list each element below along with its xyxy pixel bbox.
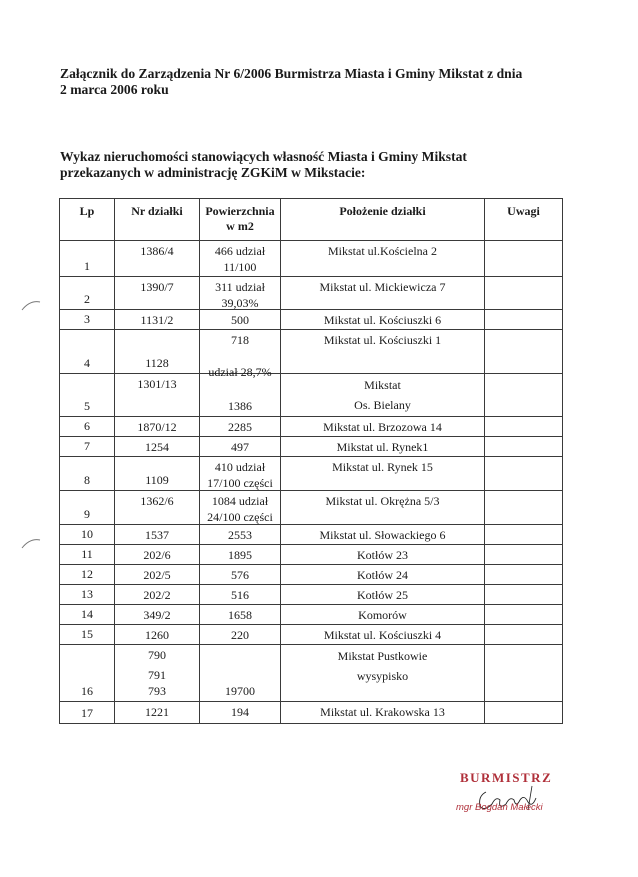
header-powierzchnia xyxy=(200,199,281,241)
pow-line: 39,03% xyxy=(221,296,259,310)
cell-nr-wrap xyxy=(115,437,199,456)
cell-polozenie xyxy=(281,645,485,702)
cell-nr-dzialki xyxy=(115,457,200,491)
table-row xyxy=(60,417,563,437)
pow-value xyxy=(200,525,280,543)
cell-pw-wrap xyxy=(200,491,280,524)
cell-lp xyxy=(60,241,115,277)
cell-lp-wrap xyxy=(60,545,114,564)
cell-polozenie xyxy=(281,330,485,374)
cell-polozenie xyxy=(281,437,485,457)
pow-line: 516 xyxy=(231,588,249,602)
cell-powierzchnia xyxy=(200,374,281,417)
list-heading-line: przekazanych w administrację ZGKiM w Mikstacie: xyxy=(60,165,366,180)
cell-lp xyxy=(60,310,115,330)
nr-value: 349/2 xyxy=(143,608,171,622)
document-title xyxy=(60,66,580,98)
cell-powierzchnia xyxy=(200,277,281,310)
nr-value: 793 xyxy=(148,684,166,698)
location-line: Mikstat ul. Brzozowa 14 xyxy=(323,420,442,434)
cell-uwagi xyxy=(485,310,563,330)
pow-line: 718 xyxy=(231,333,249,347)
cell-powierzchnia xyxy=(200,330,281,379)
cell-lp-wrap xyxy=(60,277,114,309)
cell-lp xyxy=(60,525,115,545)
location-value xyxy=(281,645,484,686)
cell-uwagi xyxy=(485,491,563,525)
cell-nr-wrap xyxy=(115,417,199,436)
cell-lp-wrap xyxy=(60,585,114,604)
pow-value: 1386 xyxy=(228,399,252,413)
pow-value xyxy=(200,437,280,455)
cell-lp xyxy=(60,374,115,417)
cell-uwagi xyxy=(485,330,563,374)
cell-lp-wrap xyxy=(60,241,114,276)
cell-lp xyxy=(60,702,115,724)
cell-lp-wrap xyxy=(60,457,114,490)
nr-value: 1260 xyxy=(145,628,169,642)
cell-powierzchnia xyxy=(200,525,281,545)
cell-lp xyxy=(60,417,115,437)
nr-value: 202/2 xyxy=(143,588,171,602)
cell-polozenie xyxy=(281,625,485,645)
table-row xyxy=(60,330,563,374)
nr-value: 1131/2 xyxy=(140,313,174,327)
cell-nr-wrap xyxy=(115,565,199,584)
nr-value: 1221 xyxy=(145,705,169,719)
location-line: Komorów xyxy=(358,608,407,622)
cell-nr-wrap xyxy=(115,605,199,624)
lp-value: 7 xyxy=(84,439,90,453)
pow-line: 1084 udział xyxy=(211,494,269,508)
cell-powierzchnia xyxy=(200,625,281,645)
lp-value: 6 xyxy=(84,419,90,433)
location-value xyxy=(281,417,484,436)
cell-pw-wrap xyxy=(200,417,280,436)
cell-uwagi xyxy=(485,565,563,585)
location-value xyxy=(281,545,484,564)
cell-nr-dzialki xyxy=(115,525,200,545)
cell-lp xyxy=(60,277,115,310)
cell-lp xyxy=(60,330,115,374)
pow-value xyxy=(200,310,280,328)
pow-value xyxy=(200,565,280,583)
location-line: Mikstat ul. Słowackiego 6 xyxy=(319,528,446,542)
cell-nr-wrap xyxy=(115,277,199,309)
pow-line xyxy=(200,348,280,364)
cell-pw-wrap xyxy=(200,457,280,490)
table-row xyxy=(60,545,563,565)
cell-pw-wrap xyxy=(200,605,280,624)
cell-pw-wrap xyxy=(200,374,280,416)
location-value xyxy=(281,374,484,415)
nr-value: 1870/12 xyxy=(137,420,177,434)
cell-pw-wrap xyxy=(200,277,280,309)
pow-value xyxy=(200,585,280,603)
cell-pw-wrap xyxy=(200,437,280,456)
margin-arc-upper xyxy=(20,298,42,312)
cell-nr-wrap xyxy=(115,585,199,604)
margin-arc-lower xyxy=(20,536,42,550)
cell-nr-wrap xyxy=(115,625,199,644)
nr-value: 1386/4 xyxy=(140,244,174,258)
cell-polozenie xyxy=(281,525,485,545)
list-heading-line: Wykaz nieruchomości stanowiących własność Miasta i Gminy Mikstat xyxy=(60,149,467,164)
location-line: wysypisko xyxy=(356,669,409,683)
pow-line: 2553 xyxy=(228,528,252,542)
stamp-name: mgr Bogdan Małecki xyxy=(456,802,543,813)
pow-value xyxy=(200,625,280,643)
cell-uwagi xyxy=(485,525,563,545)
table-row xyxy=(60,457,563,491)
pow-line: 11/100 xyxy=(223,260,257,274)
table-row xyxy=(60,565,563,585)
header-powierzchnia-line2: w m2 xyxy=(226,219,254,233)
pow-value xyxy=(200,545,280,563)
location-line: Kotłów 24 xyxy=(357,568,408,582)
pow-line: 497 xyxy=(231,440,249,454)
cell-powierzchnia xyxy=(200,605,281,625)
header-uwagi: Uwagi xyxy=(485,199,563,241)
cell-powierzchnia xyxy=(200,585,281,605)
cell-lp-wrap xyxy=(60,605,114,624)
cell-uwagi xyxy=(485,417,563,437)
pow-value xyxy=(200,702,280,720)
cell-uwagi xyxy=(485,457,563,491)
pow-line: 500 xyxy=(231,313,249,327)
cell-nr-wrap xyxy=(115,330,199,373)
lp-value: 4 xyxy=(84,356,90,370)
cell-pw-wrap xyxy=(200,625,280,644)
cell-powierzchnia xyxy=(200,565,281,585)
cell-nr-dzialki xyxy=(115,310,200,330)
cell-polozenie xyxy=(281,565,485,585)
cell-pw-wrap xyxy=(200,565,280,584)
location-line: Mikstat ul. Mickiewicza 7 xyxy=(319,280,446,294)
location-value xyxy=(281,525,484,544)
cell-nr-wrap xyxy=(115,374,199,416)
table-row xyxy=(60,374,563,417)
lp-value: 10 xyxy=(81,527,93,541)
table-row xyxy=(60,625,563,645)
property-table xyxy=(59,198,563,724)
cell-polozenie xyxy=(281,702,485,724)
pow-value xyxy=(200,330,280,380)
nr-value: 1537 xyxy=(145,528,169,542)
table-row xyxy=(60,310,563,330)
cell-lp xyxy=(60,437,115,457)
cell-powierzchnia xyxy=(200,417,281,437)
location-value xyxy=(281,437,484,456)
location-line: Kotłów 23 xyxy=(357,548,408,562)
cell-nr-dzialki xyxy=(115,330,200,374)
location-line: Mikstat Pustkowie xyxy=(337,649,428,663)
cell-lp xyxy=(60,565,115,585)
cell-nr-dzialki xyxy=(115,625,200,645)
mayor-stamp xyxy=(448,770,578,820)
cell-pw-wrap xyxy=(200,585,280,604)
cell-polozenie xyxy=(281,241,485,277)
location-line: Mikstat ul. Kościuszki 4 xyxy=(323,628,442,642)
location-line: Mikstat ul. Rynek 15 xyxy=(332,460,433,474)
lp-value: 16 xyxy=(81,684,93,698)
location-line: Mikstat ul. Kościuszki 6 xyxy=(323,313,442,327)
cell-pw-wrap xyxy=(200,241,280,276)
cell-powierzchnia xyxy=(200,241,281,277)
cell-nr-wrap xyxy=(115,545,199,564)
cell-lp xyxy=(60,545,115,565)
cell-lp-wrap xyxy=(60,491,114,524)
pow-value xyxy=(200,241,280,275)
cell-lp xyxy=(60,625,115,645)
lp-value: 13 xyxy=(81,587,93,601)
pow-line: 410 udział xyxy=(214,460,266,474)
cell-nr-dzialki xyxy=(115,374,200,417)
pow-line: 466 udział xyxy=(214,244,266,258)
location-line: Mikstat ul. Kościuszki 1 xyxy=(323,333,442,347)
cell-pw-wrap xyxy=(200,525,280,544)
list-heading xyxy=(60,149,580,181)
cell-lp-wrap xyxy=(60,625,114,644)
pow-value xyxy=(200,374,280,376)
table-row xyxy=(60,702,563,724)
table-row xyxy=(60,585,563,605)
cell-lp-wrap xyxy=(60,374,114,416)
cell-nr-dzialki xyxy=(115,702,200,724)
header-lp: Lp xyxy=(60,199,115,241)
cell-nr-dzialki xyxy=(115,277,200,310)
cell-lp-wrap xyxy=(60,565,114,584)
cell-polozenie xyxy=(281,605,485,625)
table-row xyxy=(60,241,563,277)
nr-value: 1390/7 xyxy=(140,280,174,294)
cell-powierzchnia xyxy=(200,310,281,330)
lp-value: 5 xyxy=(84,399,90,413)
cell-polozenie xyxy=(281,310,485,330)
cell-pw-wrap xyxy=(200,702,280,723)
cell-pw-wrap xyxy=(200,310,280,329)
pow-value xyxy=(200,457,280,491)
cell-uwagi xyxy=(485,545,563,565)
cell-nr-dzialki xyxy=(115,545,200,565)
pow-line: 311 udział xyxy=(215,280,265,294)
nr-value: 790 xyxy=(148,648,166,662)
cell-nr-wrap xyxy=(115,491,199,524)
cell-polozenie xyxy=(281,277,485,310)
location-line: Mikstat ul.Kościelna 2 xyxy=(328,244,437,258)
table-row xyxy=(60,605,563,625)
table-row xyxy=(60,525,563,545)
cell-polozenie xyxy=(281,374,485,417)
pow-line: 1658 xyxy=(228,608,252,622)
nr-value: 202/5 xyxy=(143,568,171,582)
cell-polozenie xyxy=(281,491,485,525)
cell-powierzchnia xyxy=(200,437,281,457)
location-line: Kotłów 25 xyxy=(357,588,408,602)
cell-powierzchnia xyxy=(200,702,281,724)
cell-powierzchnia xyxy=(200,645,281,702)
cell-nr-dzialki xyxy=(115,417,200,437)
lp-value: 11 xyxy=(81,547,93,561)
cell-nr-wrap xyxy=(115,525,199,544)
lp-value: 17 xyxy=(81,706,93,720)
pow-value xyxy=(200,605,280,623)
cell-uwagi xyxy=(485,645,563,702)
location-value xyxy=(281,565,484,584)
stamp-title: BURMISTRZ xyxy=(460,770,553,785)
cell-uwagi xyxy=(485,702,563,724)
cell-pw-wrap xyxy=(200,330,280,379)
location-value xyxy=(281,605,484,624)
location-value xyxy=(281,330,484,349)
document-title-line: 2 marca 2006 roku xyxy=(60,82,169,97)
nr-value: 1301/13 xyxy=(137,377,177,391)
pow-line: 194 xyxy=(231,705,249,719)
cell-polozenie xyxy=(281,457,485,491)
cell-uwagi xyxy=(485,374,563,417)
pow-line: 17/100 części xyxy=(207,476,273,490)
cell-uwagi xyxy=(485,605,563,625)
location-line: Mikstat xyxy=(364,378,401,392)
cell-powierzchnia xyxy=(200,491,281,525)
pow-value xyxy=(200,277,280,311)
document-title-line: Załącznik do Zarządzenia Nr 6/2006 Burmistrza Miasta i Gminy Mikstat z dnia xyxy=(60,66,523,81)
pow-line: 2285 xyxy=(228,420,252,434)
pow-line: udział 28,7% xyxy=(208,365,272,379)
cell-nr-dzialki xyxy=(115,565,200,585)
pow-value xyxy=(200,417,280,435)
table-row xyxy=(60,277,563,310)
table-header-row xyxy=(60,199,563,241)
cell-polozenie xyxy=(281,585,485,605)
pow-line: 576 xyxy=(231,568,249,582)
lp-value: 3 xyxy=(84,312,90,326)
cell-lp xyxy=(60,491,115,525)
cell-lp xyxy=(60,585,115,605)
location-value xyxy=(281,241,484,260)
cell-pw-wrap xyxy=(200,545,280,564)
pow-line: 220 xyxy=(231,628,249,642)
cell-lp-wrap xyxy=(60,310,114,329)
nr-value: 1362/6 xyxy=(140,494,174,508)
location-value xyxy=(281,277,484,296)
location-value xyxy=(281,457,484,476)
cell-nr-wrap xyxy=(115,645,199,701)
cell-uwagi xyxy=(485,241,563,277)
cell-lp xyxy=(60,605,115,625)
location-value xyxy=(281,625,484,644)
cell-uwagi xyxy=(485,625,563,645)
location-line: Os. Bielany xyxy=(354,398,411,412)
cell-nr-dzialki xyxy=(115,605,200,625)
table-row xyxy=(60,645,563,702)
cell-lp-wrap xyxy=(60,525,114,544)
cell-powierzchnia xyxy=(200,545,281,565)
lp-value: 2 xyxy=(84,292,90,306)
header-polozenie: Położenie działki xyxy=(281,199,485,241)
table-row xyxy=(60,437,563,457)
cell-nr-wrap xyxy=(115,310,199,329)
cell-lp-wrap xyxy=(60,437,114,456)
lp-value: 1 xyxy=(84,259,90,273)
cell-nr-dzialki xyxy=(115,491,200,525)
cell-uwagi xyxy=(485,437,563,457)
header-powierzchnia-line1: Powierzchnia xyxy=(205,204,275,218)
cell-lp-wrap xyxy=(60,330,114,373)
cell-uwagi xyxy=(485,277,563,310)
location-value xyxy=(281,491,484,510)
cell-lp-wrap xyxy=(60,702,114,723)
lp-value: 15 xyxy=(81,627,93,641)
cell-pw-wrap xyxy=(200,645,280,701)
cell-nr-wrap xyxy=(115,702,199,723)
location-value xyxy=(281,702,484,721)
header-nr-dzialki: Nr działki xyxy=(115,199,200,241)
cell-nr-wrap xyxy=(115,241,199,276)
lp-value: 8 xyxy=(84,473,90,487)
pow-value xyxy=(200,645,280,647)
cell-lp-wrap xyxy=(60,645,114,701)
nr-value: 1254 xyxy=(145,440,169,454)
location-value xyxy=(281,310,484,329)
cell-nr-wrap xyxy=(115,457,199,490)
nr-value: 1128 xyxy=(145,356,169,370)
location-line: Mikstat ul. Rynek1 xyxy=(336,440,429,454)
cell-lp-wrap xyxy=(60,417,114,436)
nr-value: 202/6 xyxy=(143,548,171,562)
cell-nr-dzialki xyxy=(115,241,200,277)
pow-value xyxy=(200,491,280,525)
pow-line: 1895 xyxy=(228,548,252,562)
nr-value: 1109 xyxy=(145,473,169,487)
cell-nr-dzialki xyxy=(115,437,200,457)
lp-value: 9 xyxy=(84,507,90,521)
cell-nr-dzialki xyxy=(115,585,200,605)
cell-polozenie xyxy=(281,417,485,437)
nr-value: 791 xyxy=(148,668,166,682)
cell-powierzchnia xyxy=(200,457,281,491)
cell-polozenie xyxy=(281,545,485,565)
lp-value: 12 xyxy=(81,567,93,581)
table-row xyxy=(60,491,563,525)
lp-value: 14 xyxy=(81,607,93,621)
location-value xyxy=(281,585,484,604)
pow-line: 24/100 części xyxy=(207,510,273,524)
cell-uwagi xyxy=(485,585,563,605)
location-line: Mikstat ul. Okrężna 5/3 xyxy=(325,494,440,508)
location-line: Mikstat ul. Krakowska 13 xyxy=(320,705,445,719)
pow-value: 19700 xyxy=(225,684,255,698)
cell-lp xyxy=(60,457,115,491)
cell-nr-dzialki xyxy=(115,645,200,702)
cell-lp xyxy=(60,645,115,702)
